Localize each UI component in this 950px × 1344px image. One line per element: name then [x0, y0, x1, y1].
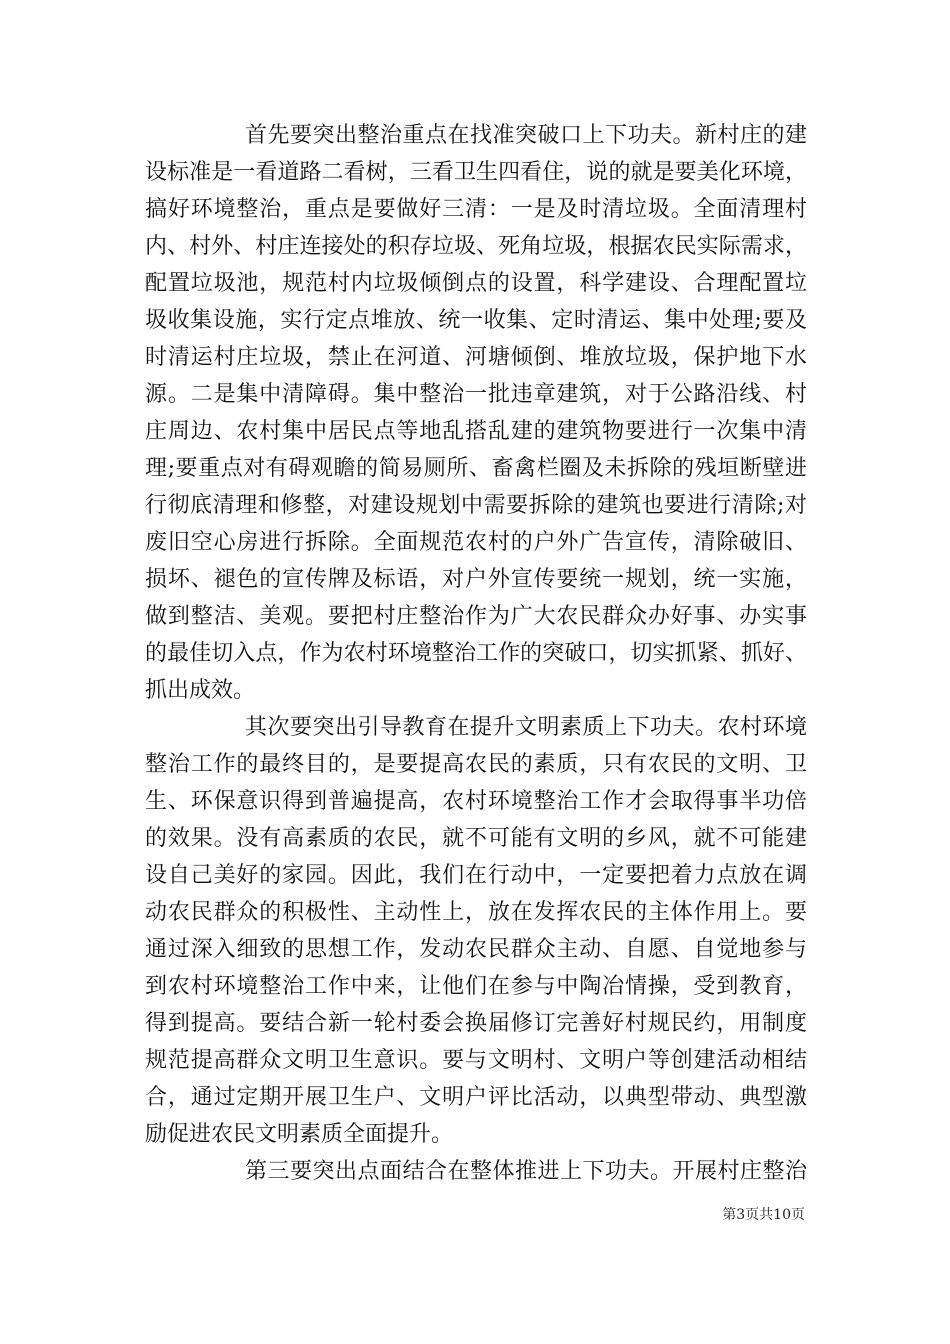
text-line: 设自己美好的家园。因此，我们在行动中，一定要把着力点放在调 — [145, 863, 807, 888]
text-line: 规范提高群众文明卫生意识。要与文明村、文明户等创建活动相结 — [145, 1048, 807, 1073]
text-line: 通过深入细致的思想工作，发动农民群众主动、自愿、自觉地参与 — [145, 937, 807, 962]
text-line: 设标准是一看道路二看树，三看卫生四看住，说的就是要美化环境， — [145, 160, 807, 185]
text-line: 励促进农民文明素质全面提升。 — [145, 1122, 454, 1147]
text-line: 生、环保意识得到普遍提高，农村环境整治工作才会取得事半功倍 — [145, 789, 807, 814]
text-line: 到农村环境整治工作中来，让他们在参与中陶冶情操，受到教育， — [145, 974, 807, 999]
text-line: 整治工作的最终目的，是要提高农民的素质，只有农民的文明、卫 — [145, 752, 807, 777]
document-body — [145, 117, 807, 1190]
text-line: 合，通过定期开展卫生户、文明户评比活动，以典型带动、典型激 — [145, 1085, 807, 1110]
text-line: 抓出成效。 — [145, 678, 256, 703]
text-line: 庄周边、农村集中居民点等地乱搭乱建的建筑物要进行一次集中清 — [145, 419, 807, 444]
text-line: 搞好环境整治，重点是要做好三清：一是及时清垃圾。全面清理村 — [145, 197, 807, 222]
text-line: 的最佳切入点，作为农村环境整治工作的突破口，切实抓紧、抓好、 — [145, 641, 807, 666]
text-line: 动农民群众的积极性、主动性上，放在发挥农民的主体作用上。要 — [145, 900, 807, 925]
text-line: 得到提高。要结合新一轮村委会换届修订完善好村规民约，用制度 — [145, 1011, 807, 1036]
text-line: 首先要突出整治重点在找准突破口上下功夫。新村庄的建 — [245, 123, 807, 148]
text-line: 废旧空心房进行拆除。全面规范农村的户外广告宣传，清除破旧、 — [145, 530, 807, 555]
text-line: 时清运村庄垃圾，禁止在河道、河塘倾倒、堆放垃圾，保护地下水 — [145, 345, 807, 370]
paragraph — [145, 1153, 807, 1190]
text-line: 理;要重点对有碍观瞻的简易厕所、畜禽栏圈及未拆除的残垣断壁进 — [145, 456, 807, 481]
text-line: 损坏、褪色的宣传牌及标语，对户外宣传要统一规划，统一实施， — [145, 567, 807, 592]
text-line: 圾收集设施，实行定点堆放、统一收集、定时清运、集中处理;要及 — [145, 308, 807, 333]
text-line: 配置垃圾池，规范村内垃圾倾倒点的设置，科学建设、合理配置垃 — [145, 271, 807, 296]
text-line: 内、村外、村庄连接处的积存垃圾、死角垃圾，根据农民实际需求， — [145, 234, 807, 259]
text-line: 源。二是集中清障碍。集中整治一批违章建筑，对于公路沿线、村 — [145, 382, 807, 407]
paragraph — [145, 709, 807, 1153]
text-line: 其次要突出引导教育在提升文明素质上下功夫。农村环境 — [245, 715, 807, 740]
text-line: 第三要突出点面结合在整体推进上下功夫。开展村庄整治 — [245, 1159, 807, 1184]
paragraph — [145, 117, 807, 709]
page-number: 第3页共10页 — [722, 1207, 805, 1223]
text-line: 的效果。没有高素质的农民，就不可能有文明的乡风，就不可能建 — [145, 826, 807, 851]
text-line: 做到整洁、美观。要把村庄整治作为广大农民群众办好事、办实事 — [145, 604, 807, 629]
text-line: 行彻底清理和修整，对建设规划中需要拆除的建筑也要进行清除;对 — [145, 493, 807, 518]
